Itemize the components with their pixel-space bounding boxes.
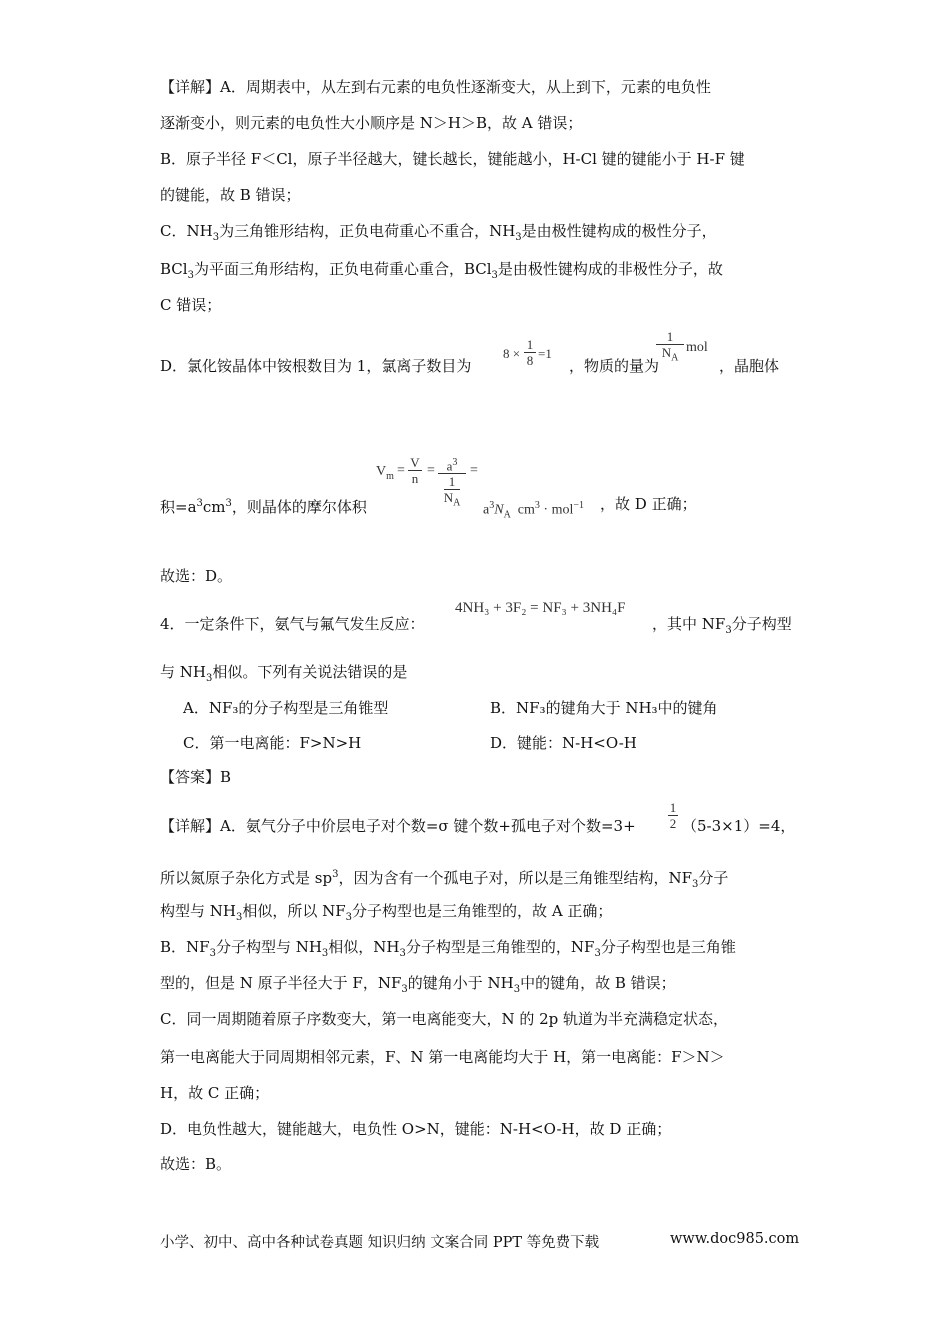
q4-formula-half: 1 2 bbox=[669, 800, 677, 831]
page-footer bbox=[160, 1231, 800, 1252]
q4-stem-line2: 与 $NH_3$相似。下列有关说法错误的是 bbox=[160, 663, 408, 684]
q4-detail-b-line1: B．$NF_3$分子构型与 $NH_3$相似，$NH_3$分子构型是三角锥型的，$NF_3$分子构型也是三角锥 bbox=[160, 938, 736, 959]
q4-detail-a-line2: 所以氮原子杂化方式是 $sp^3$，因为含有一个孤电子对，所以是三角锥型结构，$NF_3$分子 bbox=[160, 869, 729, 890]
q3-formula-mol: mol bbox=[686, 340, 708, 355]
q3-detail-c-line2: BCl$_3$为平面三角形结构，正负电荷重心重合，BCl$_3$是由极性键构成的非极性分子，故 bbox=[160, 260, 723, 281]
q3-formula-8x: 8 × bbox=[503, 346, 521, 361]
q4-detail-b-line2: 型的，但是 N 原子半径大于 F，$NF_3$的键角小于 $NH_3$中的键角，故 B 错误； bbox=[160, 974, 676, 995]
q4-answer: 【答案】B bbox=[160, 768, 232, 786]
q4-option-d: D．键能：N-H<O-H bbox=[490, 734, 637, 752]
q4-detail-a-line1: 【详解】A．氨气分子中价层电子对个数=σ 键个数+孤电子对个数=3+ bbox=[160, 817, 636, 835]
q4-answer-choice: 故选：B。 bbox=[160, 1155, 232, 1173]
q3-detail-a-line2: 逐渐变小，则元素的电负性大小顺序是 N＞H＞B，故 A 错误； bbox=[160, 114, 583, 132]
q3-detail-d-line1-end: ，晶胞体 bbox=[719, 357, 780, 375]
q4-equation: 4NH₃ + 3F₂ = NF₃ + 3NH₄F bbox=[455, 600, 626, 616]
footer-url[interactable]: www.doc985.com bbox=[670, 1231, 800, 1247]
q3-detail-a-line1: 【详解】A．周期表中，从左到右元素的电负性逐渐变大，从上到下，元素的电负性 bbox=[160, 78, 711, 96]
q3-detail-b-line2: 的键能，故 B 错误； bbox=[160, 186, 301, 204]
q4-detail-a-line3: 构型与 $NH_3$相似，所以 $NF_3$分子构型也是三角锥型的，故 A 正确； bbox=[160, 902, 613, 923]
q3-formula-a3-over-inv-na: $a^3$ 1 $N_A$ bbox=[438, 455, 466, 511]
footer-text: 小学、初中、高中各种试卷真题 知识归纳 文案合同 PPT 等免费下载 bbox=[160, 1235, 600, 1251]
q3-formula-v-over-n: V n bbox=[408, 455, 422, 486]
q3-formula-eq-c: = bbox=[470, 463, 478, 478]
q4-stem-line1-end: ，其中 $NF_3$分子构型 bbox=[652, 615, 792, 636]
q3-detail-d-line1-mid: ，物质的量为 bbox=[569, 357, 660, 375]
q4-option-a: A．NF₃的分子构型是三角锥型 bbox=[183, 699, 389, 717]
q3-detail-d-line2-end: ，故 D 正确； bbox=[600, 495, 697, 513]
q4-option-c: C．第一电离能：F>N>H bbox=[183, 734, 362, 752]
q3-detail-c-line1: C．$NH_3$为三角锥形结构，正负电荷重心不重合，$NH_3$是由极性键构成的极性分子， bbox=[160, 222, 717, 243]
q4-detail-c-line2: 第一电离能大于同周期相邻元素，F、N 第一电离能均大于 H，第一电离能：F＞N＞ bbox=[160, 1048, 725, 1066]
q3-detail-c-line3: C 错误； bbox=[160, 296, 222, 314]
q4-stem-line1: 4．一定条件下，氨气与氟气发生反应： bbox=[160, 615, 425, 633]
q4-detail-d-line1: D．电负性越大，键能越大，电负性 O>N，键能：N-H<O-H，故 D 正确； bbox=[160, 1120, 672, 1138]
q3-formula-eq1: =1 bbox=[538, 346, 552, 361]
q3-formula-vm: $V_m$ bbox=[376, 464, 394, 482]
q3-formula-eq-b: = bbox=[427, 463, 435, 478]
q3-answer-choice: 故选：D。 bbox=[160, 567, 233, 585]
q3-detail-b-line1: B．原子半径 F＜Cl，原子半径越大，键长越长，键能越小，H-Cl 键的键能小于 H-F 键 bbox=[160, 150, 745, 168]
q4-detail-c-line1: C．同一周期随着原子序数变大，第一电离能变大，N 的 2p 轨道为半充满稳定状态， bbox=[160, 1010, 729, 1028]
q4-detail-c-line3: H，故 C 正确； bbox=[160, 1084, 270, 1102]
q3-formula-inv-na: 1 $N_A$ bbox=[656, 329, 684, 366]
q3-formula-eq-a: = bbox=[397, 463, 405, 478]
q3-detail-d-line1: D．氯化铵晶体中铵根数目为 1，氯离子数目为 bbox=[160, 357, 472, 375]
q4-detail-a-line1-end: （5-3×1）=4， bbox=[682, 817, 796, 835]
q3-formula-result: $a^3N_A$ $cm^3 \cdot mol^{-1}$ bbox=[483, 500, 584, 521]
q3-detail-d-line2: 积$=a^3cm^3$，则晶体的摩尔体积 bbox=[160, 498, 367, 516]
q3-formula-one-eighth: 1 8 bbox=[524, 337, 536, 368]
q4-option-b: B．NF₃的键角大于 NH₃中的键角 bbox=[490, 699, 718, 717]
